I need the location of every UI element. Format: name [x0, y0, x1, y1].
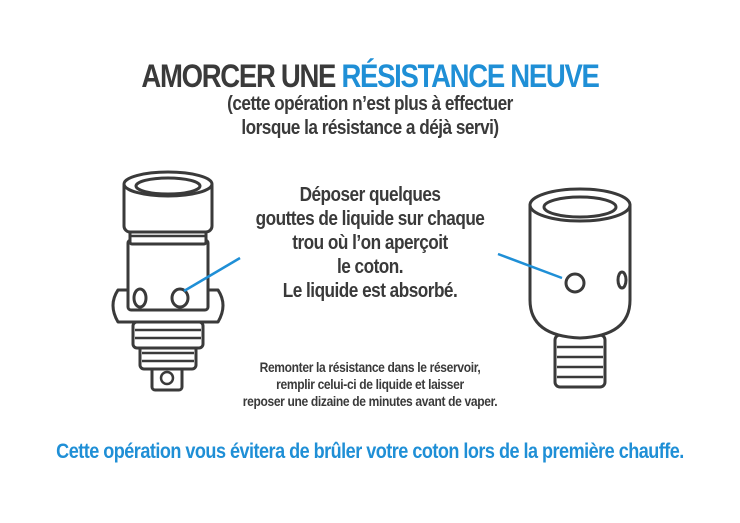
- instruction-line-4: le coton.: [336, 256, 404, 278]
- instruction-line-1: Déposer quelques: [299, 184, 441, 206]
- right-coil-icon: [530, 189, 630, 387]
- instruction-line-3: trou où l’on aperçoit: [292, 232, 448, 254]
- page-title: [52, 58, 688, 95]
- title-part-blue: RÉSISTANCE NEUVE: [341, 58, 599, 94]
- note-line-3: reposer une dizaine de minutes avant de vaper.: [242, 393, 498, 409]
- note-line-1: Remonter la résistance dans le réservoir,: [259, 359, 481, 375]
- subtitle-line-1: (cette opération n’est plus à effectuer: [227, 93, 513, 115]
- instruction-line-2: gouttes de liquide sur chaque: [255, 208, 485, 230]
- title-part-dark: AMORCER UNE: [141, 58, 342, 94]
- instruction-line-5: Le liquide est absorbé.: [282, 280, 458, 302]
- subtitle-line-2: lorsque la résistance a déjà servi): [241, 117, 499, 139]
- footer-note: Cette opération vous évitera de brûler votre coton lors de la première chauffe.: [56, 440, 684, 463]
- note-line-2: remplir celui-ci de liquide et laisser: [276, 376, 464, 392]
- left-coil-icon: [113, 172, 223, 390]
